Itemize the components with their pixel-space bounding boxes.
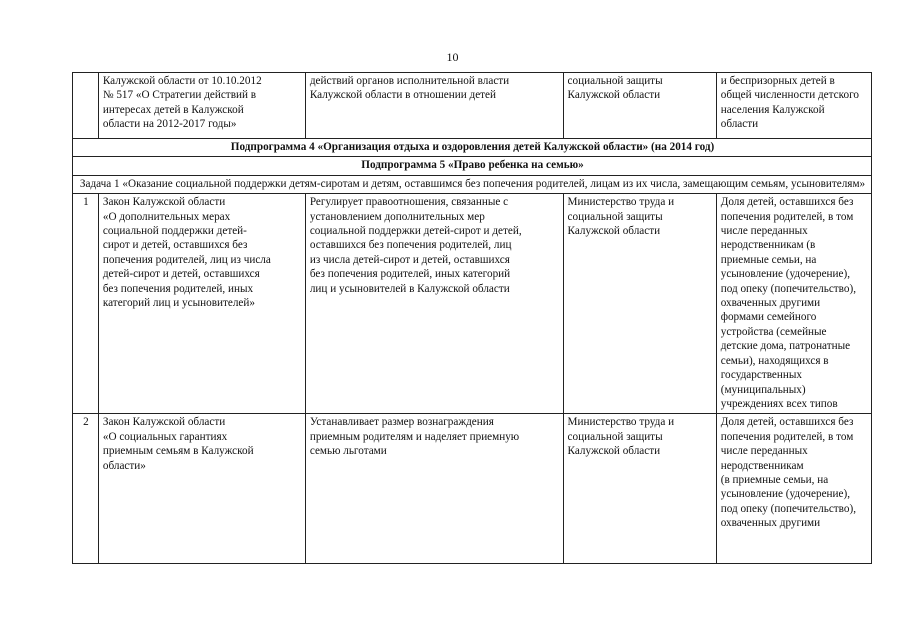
task-1-heading: Задача 1 «Оказание социальной поддержки детям-сиротам и детям, оставшимся без попечения родителей, лицам из их числа, замещающим семьям, усыновителям» — [73, 175, 872, 193]
law-cell: Калужской области от 10.10.2012 № 517 «О Стратегии действий в интересах детей в Калужской области на 2012-2017 годы» — [98, 73, 305, 139]
ministry-cell: Министерство труда и социальной защиты Калужской области — [563, 414, 716, 564]
subprogram-row — [73, 139, 872, 157]
indicator-cell: и беспризорных детей в общей численности детского населения Калужской области — [716, 73, 871, 139]
ministry-cell: Министерство труда и социальной защиты Калужской области — [563, 194, 716, 414]
table-row — [73, 414, 872, 564]
subprogram-4-heading: Подпрограмма 4 «Организация отдыха и оздоровления детей Калужской области» (на 2014 год) — [73, 139, 872, 157]
row-number-cell: 2 — [73, 414, 99, 564]
ministry-cell: социальной защиты Калужской области — [563, 73, 716, 139]
table-row — [73, 194, 872, 414]
page-number: 10 — [446, 50, 459, 64]
row-number-cell — [73, 73, 99, 139]
regulates-cell: Устанавливает размер вознаграждения приемным родителям и наделяет приемную семью льготами — [305, 414, 563, 564]
regulates-cell: действий органов исполнительной власти Калужской области в отношении детей — [305, 73, 563, 139]
law-cell: Закон Калужской области «О социальных гарантиях приемным семьям в Калужской области» — [98, 414, 305, 564]
subprogram-5-heading: Подпрограмма 5 «Право ребенка на семью» — [73, 157, 872, 175]
indicator-cell: Доля детей, оставшихся без попечения родителей, в том числе переданных неродственникам (в приемные семьи, на усыновление (удочерение), под опеку (попечительство), охваченных другими формами семейного устройства (семейные детские дома, патронатные семьи), находящихся в государственных (муниципальных) учреждениях всех типов — [716, 194, 871, 414]
indicator-cell: Доля детей, оставшихся без попечения родителей, в том числе переданных неродственникам (в приемные семьи, на усыновление (удочерение), под опеку (попечительство), охваченных другими — [716, 414, 871, 564]
subprogram-row — [73, 157, 872, 175]
task-row — [73, 175, 872, 193]
row-number-cell: 1 — [73, 194, 99, 414]
legal-acts-table — [72, 72, 872, 564]
regulates-cell: Регулирует правоотношения, связанные с установлением дополнительных мер социальной поддержки детей-сирот и детей, оставшихся без попечения родителей, лиц из числа детей-сирот и детей, оставшихся без попечения родителей, иных категорий лиц и усыновителей в Калужской области — [305, 194, 563, 414]
table-row — [73, 73, 872, 139]
law-cell: Закон Калужской области «О дополнительных мерах социальной поддержки детей- сирот и детей, оставшихся без попечения родителей, лиц из числа детей-сирот и детей, оставшихся без попечения родителей, иных категорий лиц и усыновителей» — [98, 194, 305, 414]
